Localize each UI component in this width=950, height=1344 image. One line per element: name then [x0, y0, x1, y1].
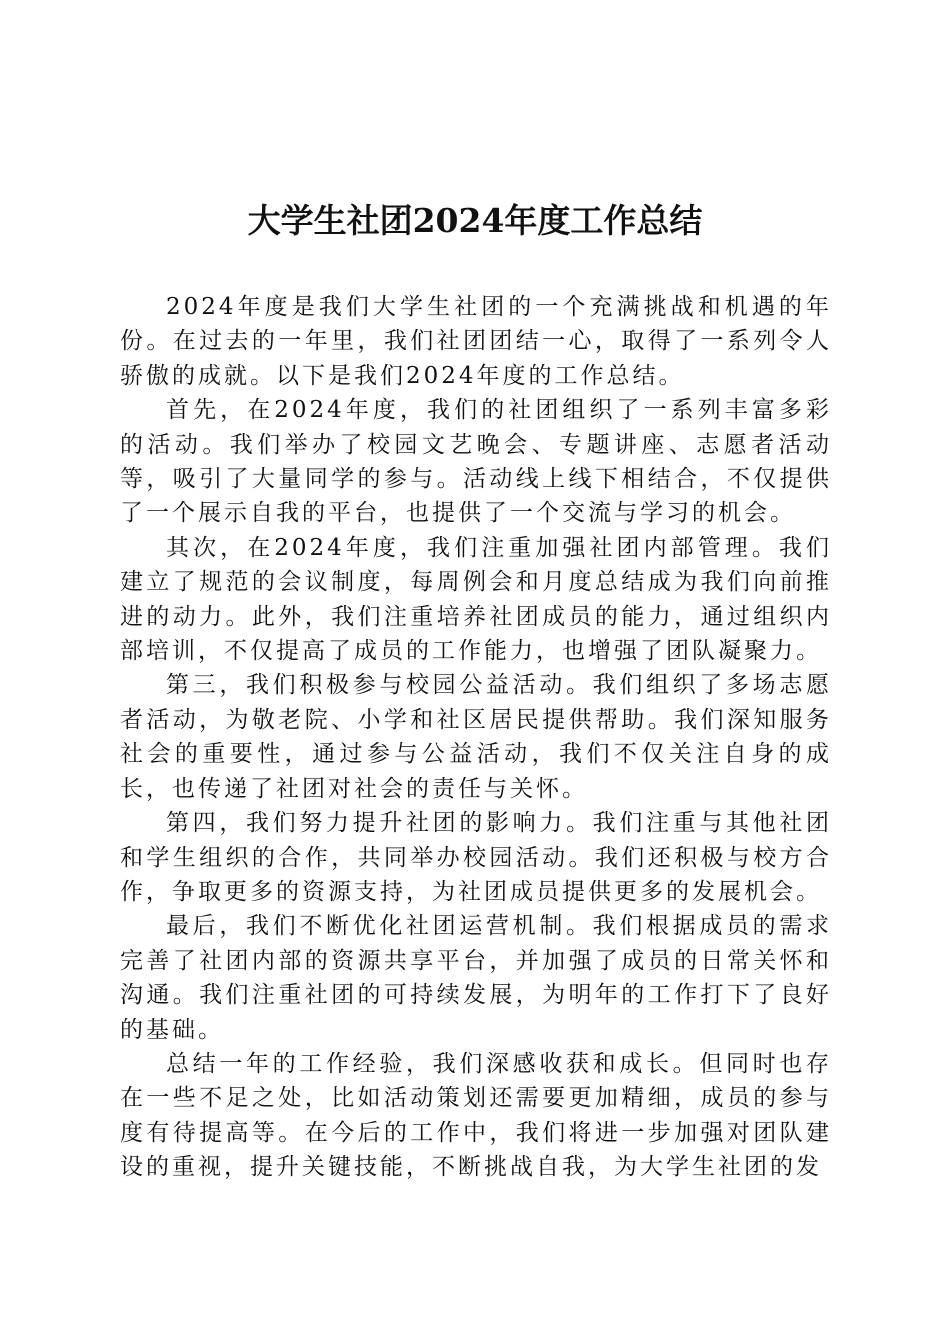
paragraph-second: 其次，在2024年度，我们注重加强社团内部管理。我们建立了规范的会议制度，每周例会和月度总结成为我们向前推进的动力。此外，我们注重培养社团成员的能力，通过组织内部培训，不仅提高了成员的工作能力，也增强了团队凝聚力。	[120, 534, 832, 665]
paragraph-last: 最后，我们不断优化社团运营机制。我们根据成员的需求完善了社团内部的资源共享平台，并加强了成员的日常关怀和沟通。我们注重社团的可持续发展，为明年的工作打下了良好的基础。	[120, 913, 832, 1043]
document-body	[120, 290, 832, 1185]
paragraph-third: 第三，我们积极参与校园公益活动。我们组织了多场志愿者活动，为敬老院、小学和社区居民提供帮助。我们深知服务社会的重要性，通过参与公益活动，我们不仅关注自身的成长，也传递了社团对社会的责任与关怀。	[120, 672, 832, 802]
document-title: 大学生社团2024年度工作总结	[247, 201, 703, 240]
paragraph-summary: 总结一年的工作经验，我们深感收获和成长。但同时也存在一些不足之处，比如活动策划还需要更加精细，成员的参与度有待提高等。在今后的工作中，我们将进一步加强对团队建设的重视，提升关键技能，不断挑战自我，为大学生社团的发	[120, 1050, 832, 1181]
paragraph-first: 首先，在2024年度，我们的社团组织了一系列丰富多彩的活动。我们举办了校园文艺晚会、专题讲座、志愿者活动等，吸引了大量同学的参与。活动线上线下相结合，不仅提供了一个展示自我的平台，也提供了一个交流与学习的机会。	[120, 397, 832, 527]
paragraph-fourth: 第四，我们努力提升社团的影响力。我们注重与其他社团和学生组织的合作，共同举办校园活动。我们还积极与校方合作，争取更多的资源支持，为社团成员提供更多的发展机会。	[120, 810, 832, 905]
paragraph-intro: 2024年度是我们大学生社团的一个充满挑战和机遇的年份。在过去的一年里，我们社团团结一心，取得了一系列令人骄傲的成就。以下是我们2024年度的工作总结。	[120, 294, 832, 389]
